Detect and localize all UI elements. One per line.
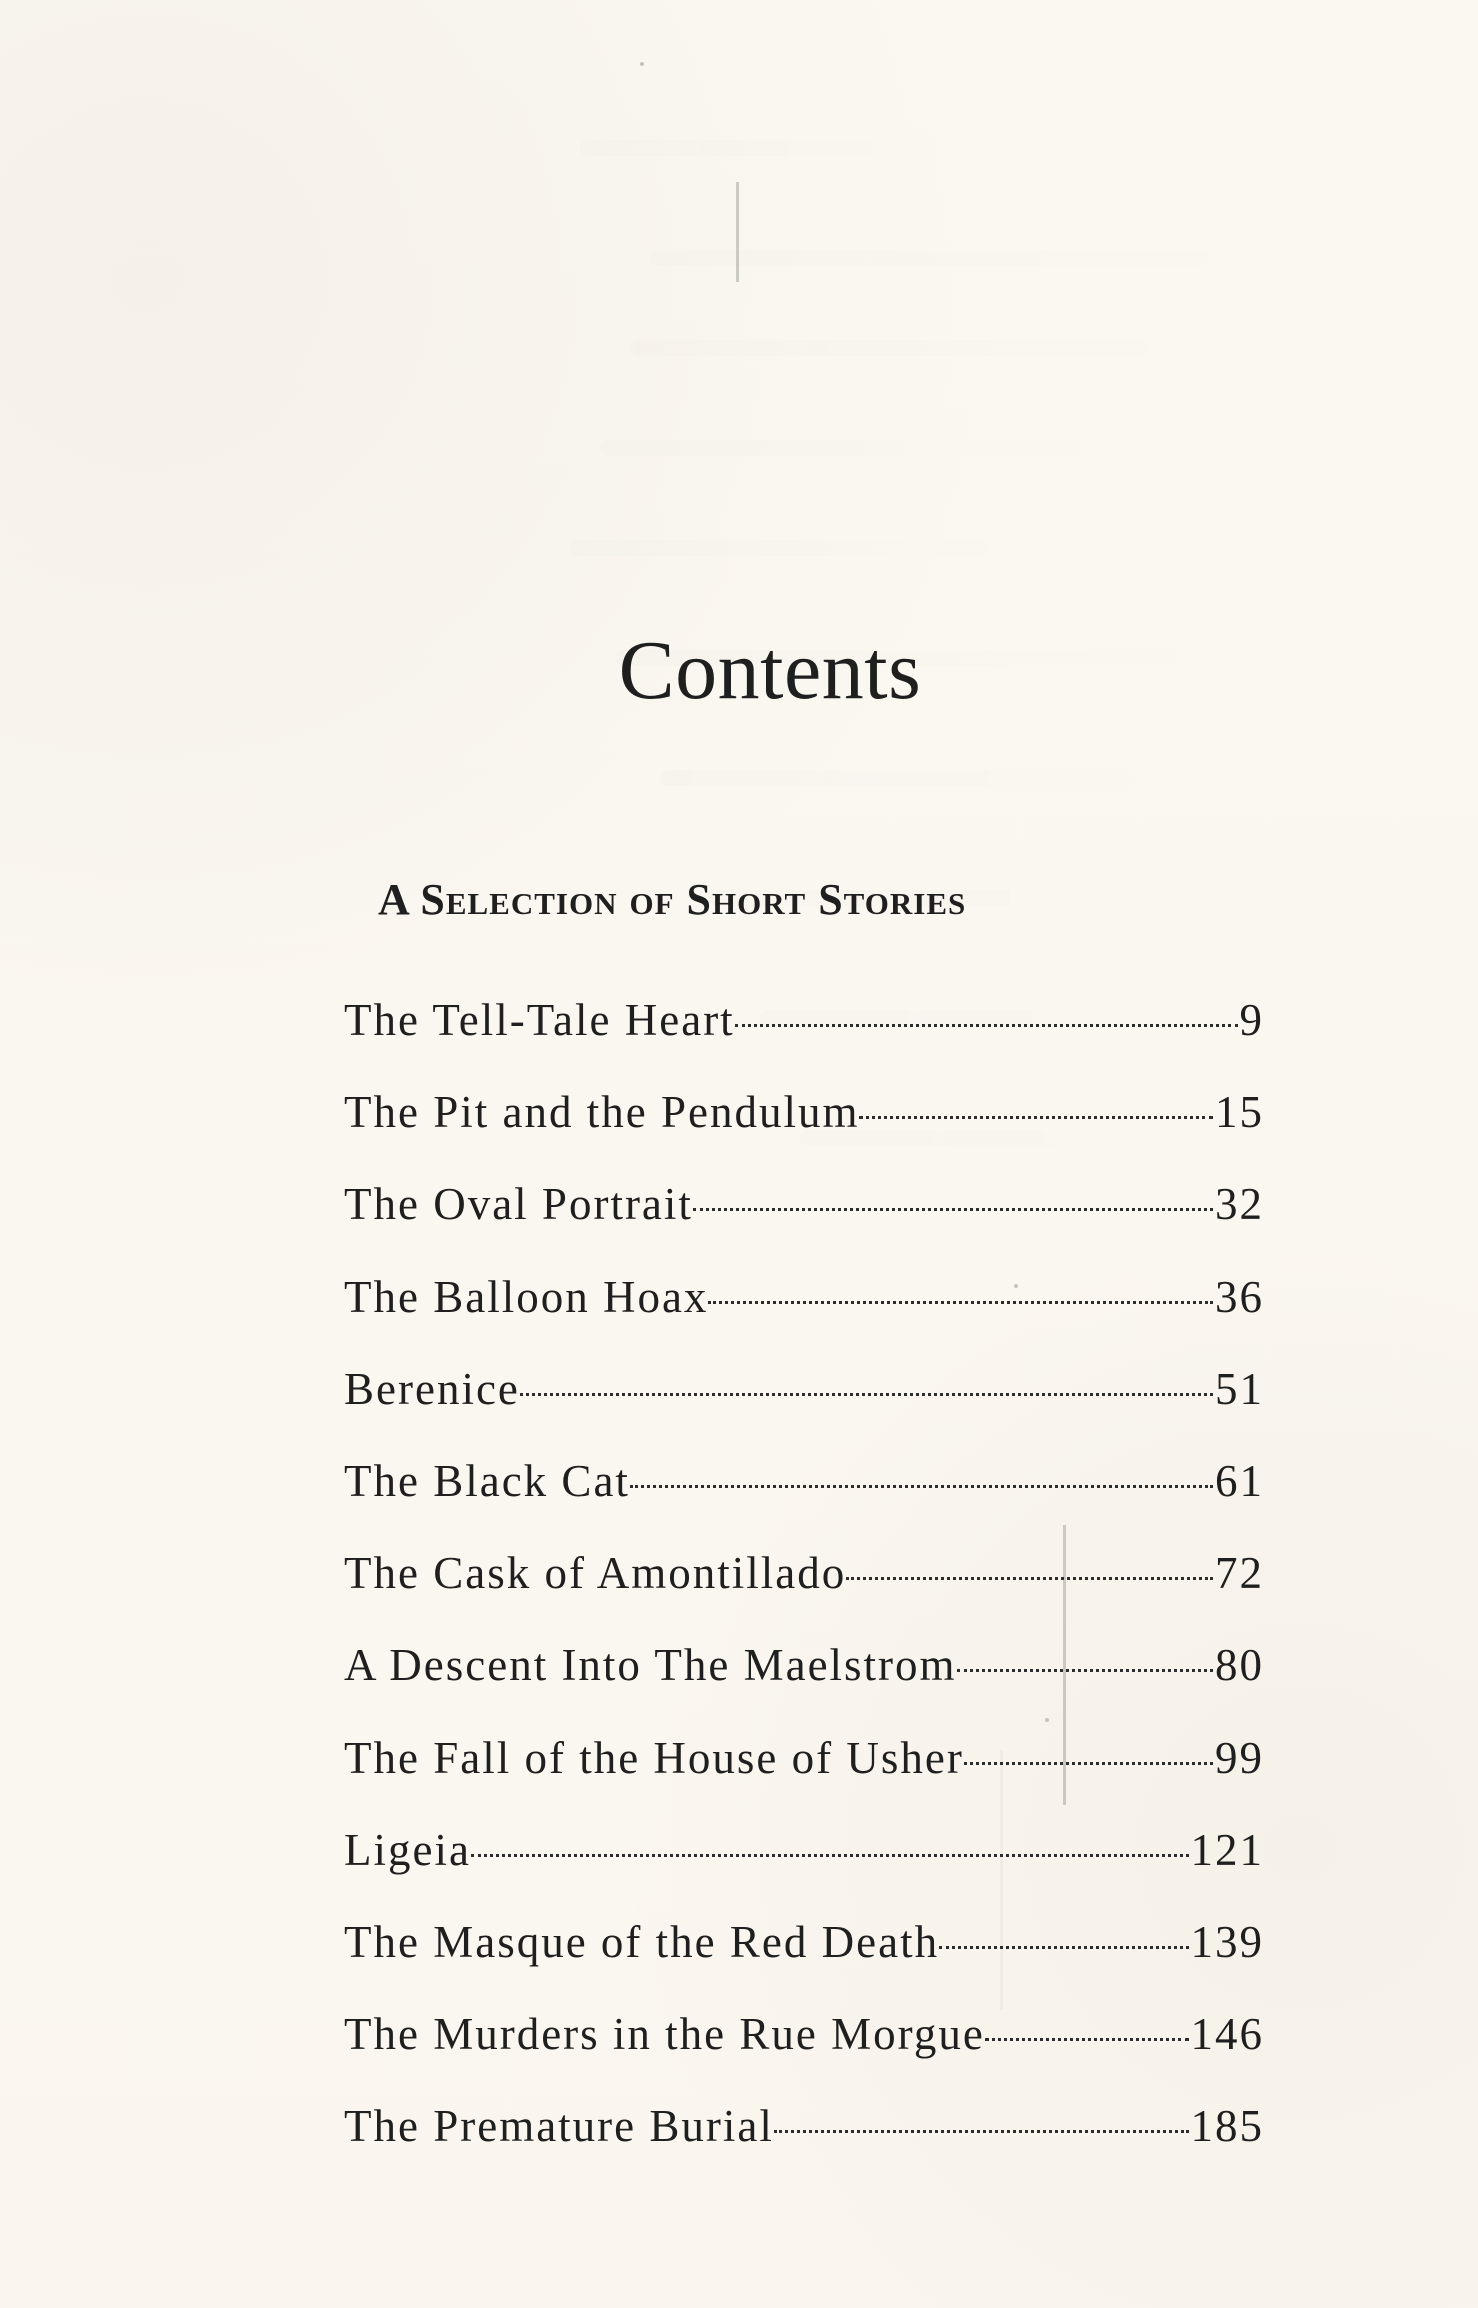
show-through-line	[570, 540, 990, 556]
toc-entry-page: 32	[1215, 1179, 1264, 1230]
show-through-line	[660, 770, 1130, 786]
dotted-leader	[708, 1301, 1213, 1304]
toc-entry	[344, 1363, 1264, 1459]
toc-entry	[344, 1087, 1264, 1182]
toc-entry-page: 185	[1190, 2101, 1264, 2152]
show-through-line	[650, 250, 1210, 266]
toc-entry-title: The Pit and the Pendulum	[344, 1087, 860, 1138]
toc-entry-page: 51	[1215, 1363, 1264, 1414]
toc-entry-page: 15	[1215, 1087, 1264, 1138]
toc-entry-page: 146	[1190, 2009, 1264, 2060]
toc-entry-title: The Cask of Amontillado	[344, 1548, 847, 1599]
toc-entry-title: The Oval Portrait	[344, 1179, 693, 1230]
toc-entry-page: 36	[1215, 1271, 1264, 1322]
toc-entry-title: The Masque of the Red Death	[344, 1916, 940, 1967]
toc-entry	[344, 1548, 1264, 1643]
toc-entry	[344, 1824, 1264, 1920]
toc-entry	[344, 1916, 1264, 2012]
toc-entry-title: A Descent Into The Maelstrom	[344, 1640, 957, 1691]
show-through-line	[580, 140, 880, 156]
toc-entry-page: 72	[1215, 1548, 1264, 1599]
toc-entry	[344, 2009, 1264, 2104]
toc-entry	[344, 1732, 1264, 1828]
toc-entry-page: 121	[1190, 1824, 1264, 1875]
toc-entry-title: Ligeia	[344, 1824, 471, 1875]
toc-entry-page: 61	[1215, 1455, 1264, 1506]
dotted-leader	[471, 1854, 1189, 1857]
dotted-leader	[957, 1669, 1213, 1672]
toc-entry-page: 80	[1215, 1640, 1264, 1691]
dotted-leader	[774, 2130, 1189, 2133]
toc-entry-title: The Tell-Tale Heart	[344, 995, 735, 1045]
toc-entry	[344, 1271, 1264, 1367]
toc-entry	[344, 995, 1264, 1090]
toc-entry	[344, 2101, 1264, 2196]
dotted-leader	[846, 1577, 1213, 1580]
toc-entry-page: 9	[1239, 995, 1264, 1045]
dotted-leader	[939, 1946, 1188, 1949]
paper-mark	[736, 182, 739, 282]
show-through-line	[600, 440, 1080, 456]
toc-entry-page: 139	[1190, 1916, 1264, 1967]
toc-entry	[344, 1455, 1264, 1551]
toc-entry-page: 99	[1215, 1732, 1264, 1783]
table-of-contents	[344, 995, 1264, 2196]
toc-entry	[344, 1640, 1264, 1735]
section-heading: A Selection of Short Stories	[378, 875, 967, 924]
page-title: Contents	[618, 624, 922, 717]
dotted-leader	[735, 1024, 1238, 1027]
toc-entry-title: The Murders in the Rue Morgue	[344, 2009, 985, 2060]
toc-entry	[344, 1179, 1264, 1274]
toc-entry-title: The Fall of the House of Usher	[344, 1732, 964, 1783]
toc-entry-title: The Balloon Hoax	[344, 1271, 709, 1322]
dotted-leader	[985, 2038, 1189, 2041]
dotted-leader	[630, 1485, 1213, 1488]
toc-entry-title: The Premature Burial	[344, 2101, 774, 2152]
dotted-leader	[859, 1116, 1213, 1119]
paper-speck	[640, 62, 644, 66]
show-through-line	[630, 340, 1150, 356]
toc-entry-title: Berenice	[344, 1363, 520, 1414]
dotted-leader	[693, 1208, 1213, 1211]
dotted-leader	[520, 1393, 1213, 1396]
toc-entry-title: The Black Cat	[344, 1455, 630, 1506]
dotted-leader	[964, 1762, 1213, 1765]
